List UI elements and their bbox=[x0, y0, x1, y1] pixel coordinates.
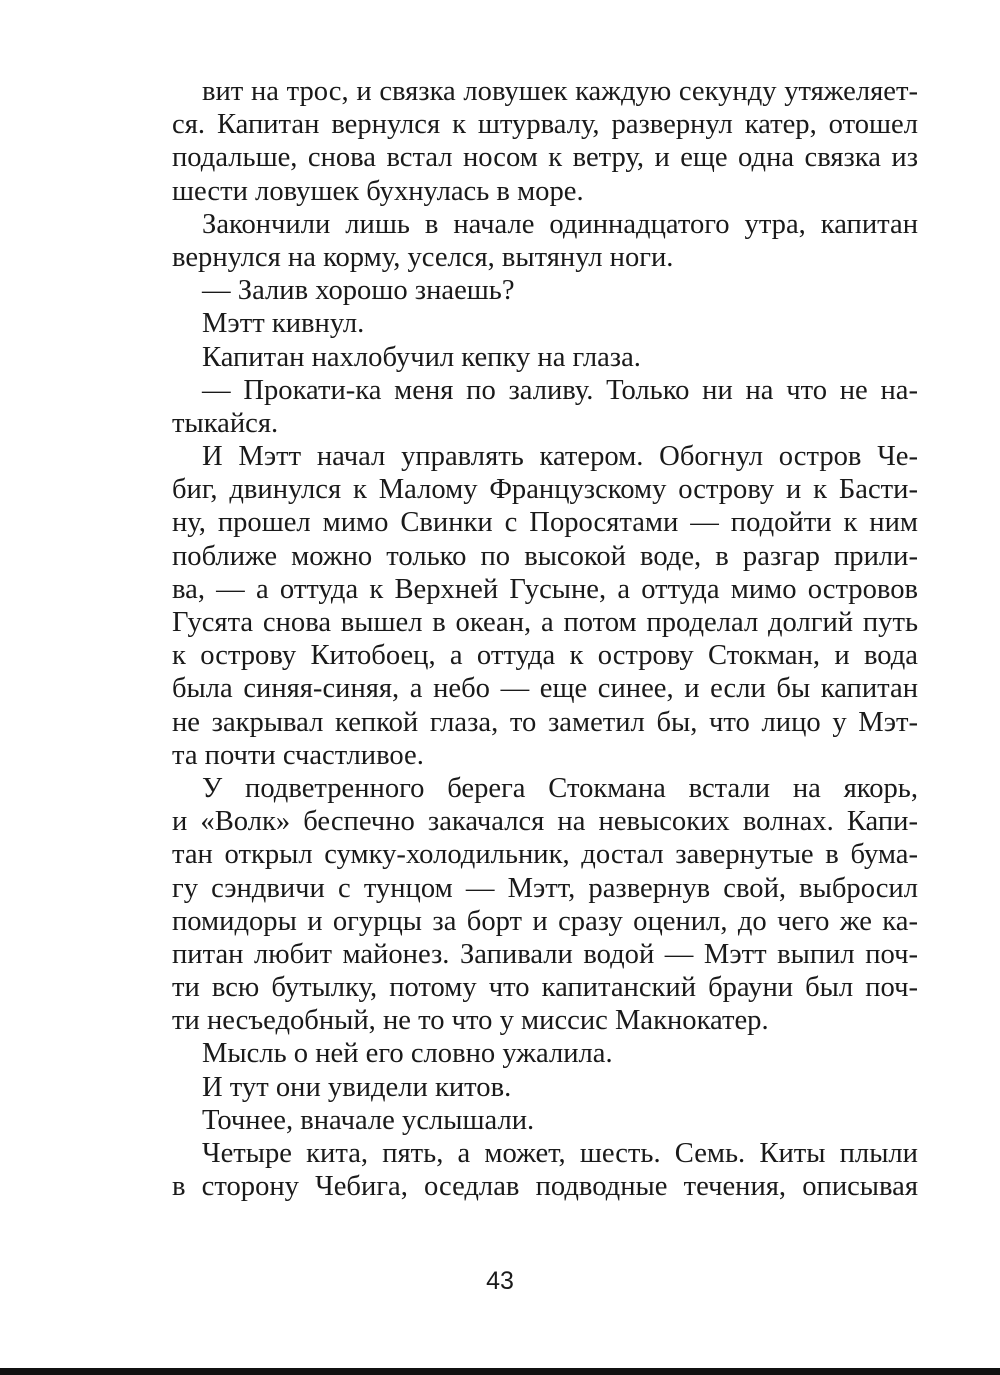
text-line: и «Волк» беспечно закачался на невысоких волнах. Капи- bbox=[172, 806, 918, 838]
text-line: Четыре кита, пять, а может, шесть. Семь. Киты плыли bbox=[202, 1138, 918, 1169]
text-line: гу сэндвичи с тунцом — Мэтт, развернув свой, выбросил bbox=[172, 872, 918, 904]
text-line: вернулся на корму, уселся, вытянул ноги. bbox=[172, 241, 674, 273]
text-line: И Мэтт начал управлять катером. Обогнул остров Че- bbox=[202, 441, 918, 473]
bottom-edge-rule bbox=[0, 1368, 1000, 1375]
paragraph bbox=[172, 1137, 918, 1203]
text-line: Мэтт кивнул. bbox=[202, 308, 365, 340]
paragraph bbox=[172, 1037, 918, 1070]
paragraph bbox=[172, 374, 918, 440]
text-line: тан открыл сумку-холодильник, достал завернутые в бума- bbox=[172, 839, 918, 871]
text-line: Закончили лишь в начале одиннадцатого утра, капитан bbox=[202, 208, 918, 240]
text-line: У подветренного берега Стокмана встали на якорь, bbox=[202, 772, 918, 804]
text-line: шести ловушек бухнулась в море. bbox=[172, 175, 584, 207]
text-line: Гусята снова вышел в океан, а потом проделал долгий путь bbox=[172, 607, 918, 638]
paragraph bbox=[172, 772, 918, 1038]
text-line: помидоры и огурцы за борт и сразу оценил, до чего же ка- bbox=[172, 905, 918, 937]
paragraph bbox=[172, 75, 918, 208]
text-line: в сторону Чебига, оседлав подводные течения, описывая bbox=[172, 1171, 918, 1203]
text-line: Точнее, вначале услышали. bbox=[202, 1104, 535, 1136]
paragraph bbox=[172, 341, 918, 374]
text-line: та почти счастливое. bbox=[172, 739, 424, 771]
paragraph bbox=[172, 307, 918, 340]
page-number: 43 bbox=[486, 1267, 514, 1295]
paragraph bbox=[172, 1071, 918, 1104]
text-line: питан любит майонез. Запивали водой — Мэтт выпил поч- bbox=[172, 938, 918, 970]
text-line: — Залив хорошо знаешь? bbox=[202, 275, 515, 307]
text-line: ти несъедобный, не то что у миссис Макнокатер. bbox=[172, 1005, 769, 1037]
paragraph bbox=[172, 1104, 918, 1137]
text-line: Мысль о ней его словно ужалила. bbox=[202, 1038, 613, 1070]
text-line: поближе можно только по высокой воде, в разгар прили- bbox=[172, 540, 918, 572]
text-line: не закрывал кепкой глаза, то заметил бы, что лицо у Мэт- bbox=[172, 706, 918, 738]
text-line: биг, двинулся к Малому Французскому острову и к Басти- bbox=[172, 474, 918, 506]
text-line: ти всю бутылку, потому что капитанский брауни был поч- bbox=[172, 972, 918, 1004]
text-line: Капитан нахлобучил кепку на глаза. bbox=[202, 341, 641, 373]
page-body-text bbox=[172, 75, 918, 1203]
paragraph bbox=[172, 274, 918, 307]
text-line: тыкайся. bbox=[172, 407, 279, 439]
text-line: ва, — а оттуда к Верхней Гусыне, а оттуда мимо островов bbox=[172, 573, 918, 605]
paragraph bbox=[172, 440, 918, 772]
text-line: была синяя-синяя, а небо — еще синее, и если бы капитан bbox=[172, 673, 918, 705]
text-line: — Прокати-ка меня по заливу. Только ни на что не на- bbox=[202, 374, 918, 406]
text-line: к острову Китобоец, а оттуда к острову Стокман, и вода bbox=[172, 640, 918, 672]
text-line: И тут они увидели китов. bbox=[202, 1071, 512, 1103]
text-line: ну, прошел мимо Свинки с Поросятами — подойти к ним bbox=[172, 507, 918, 539]
text-line: ся. Капитан вернулся к штурвалу, развернул катер, отошел bbox=[172, 109, 918, 141]
paragraph bbox=[172, 208, 918, 274]
text-line: подальше, снова встал носом к ветру, и еще одна связка из bbox=[172, 142, 918, 174]
text-line: вит на трос, и связка ловушек каждую секунду утяжеляет- bbox=[202, 76, 918, 107]
